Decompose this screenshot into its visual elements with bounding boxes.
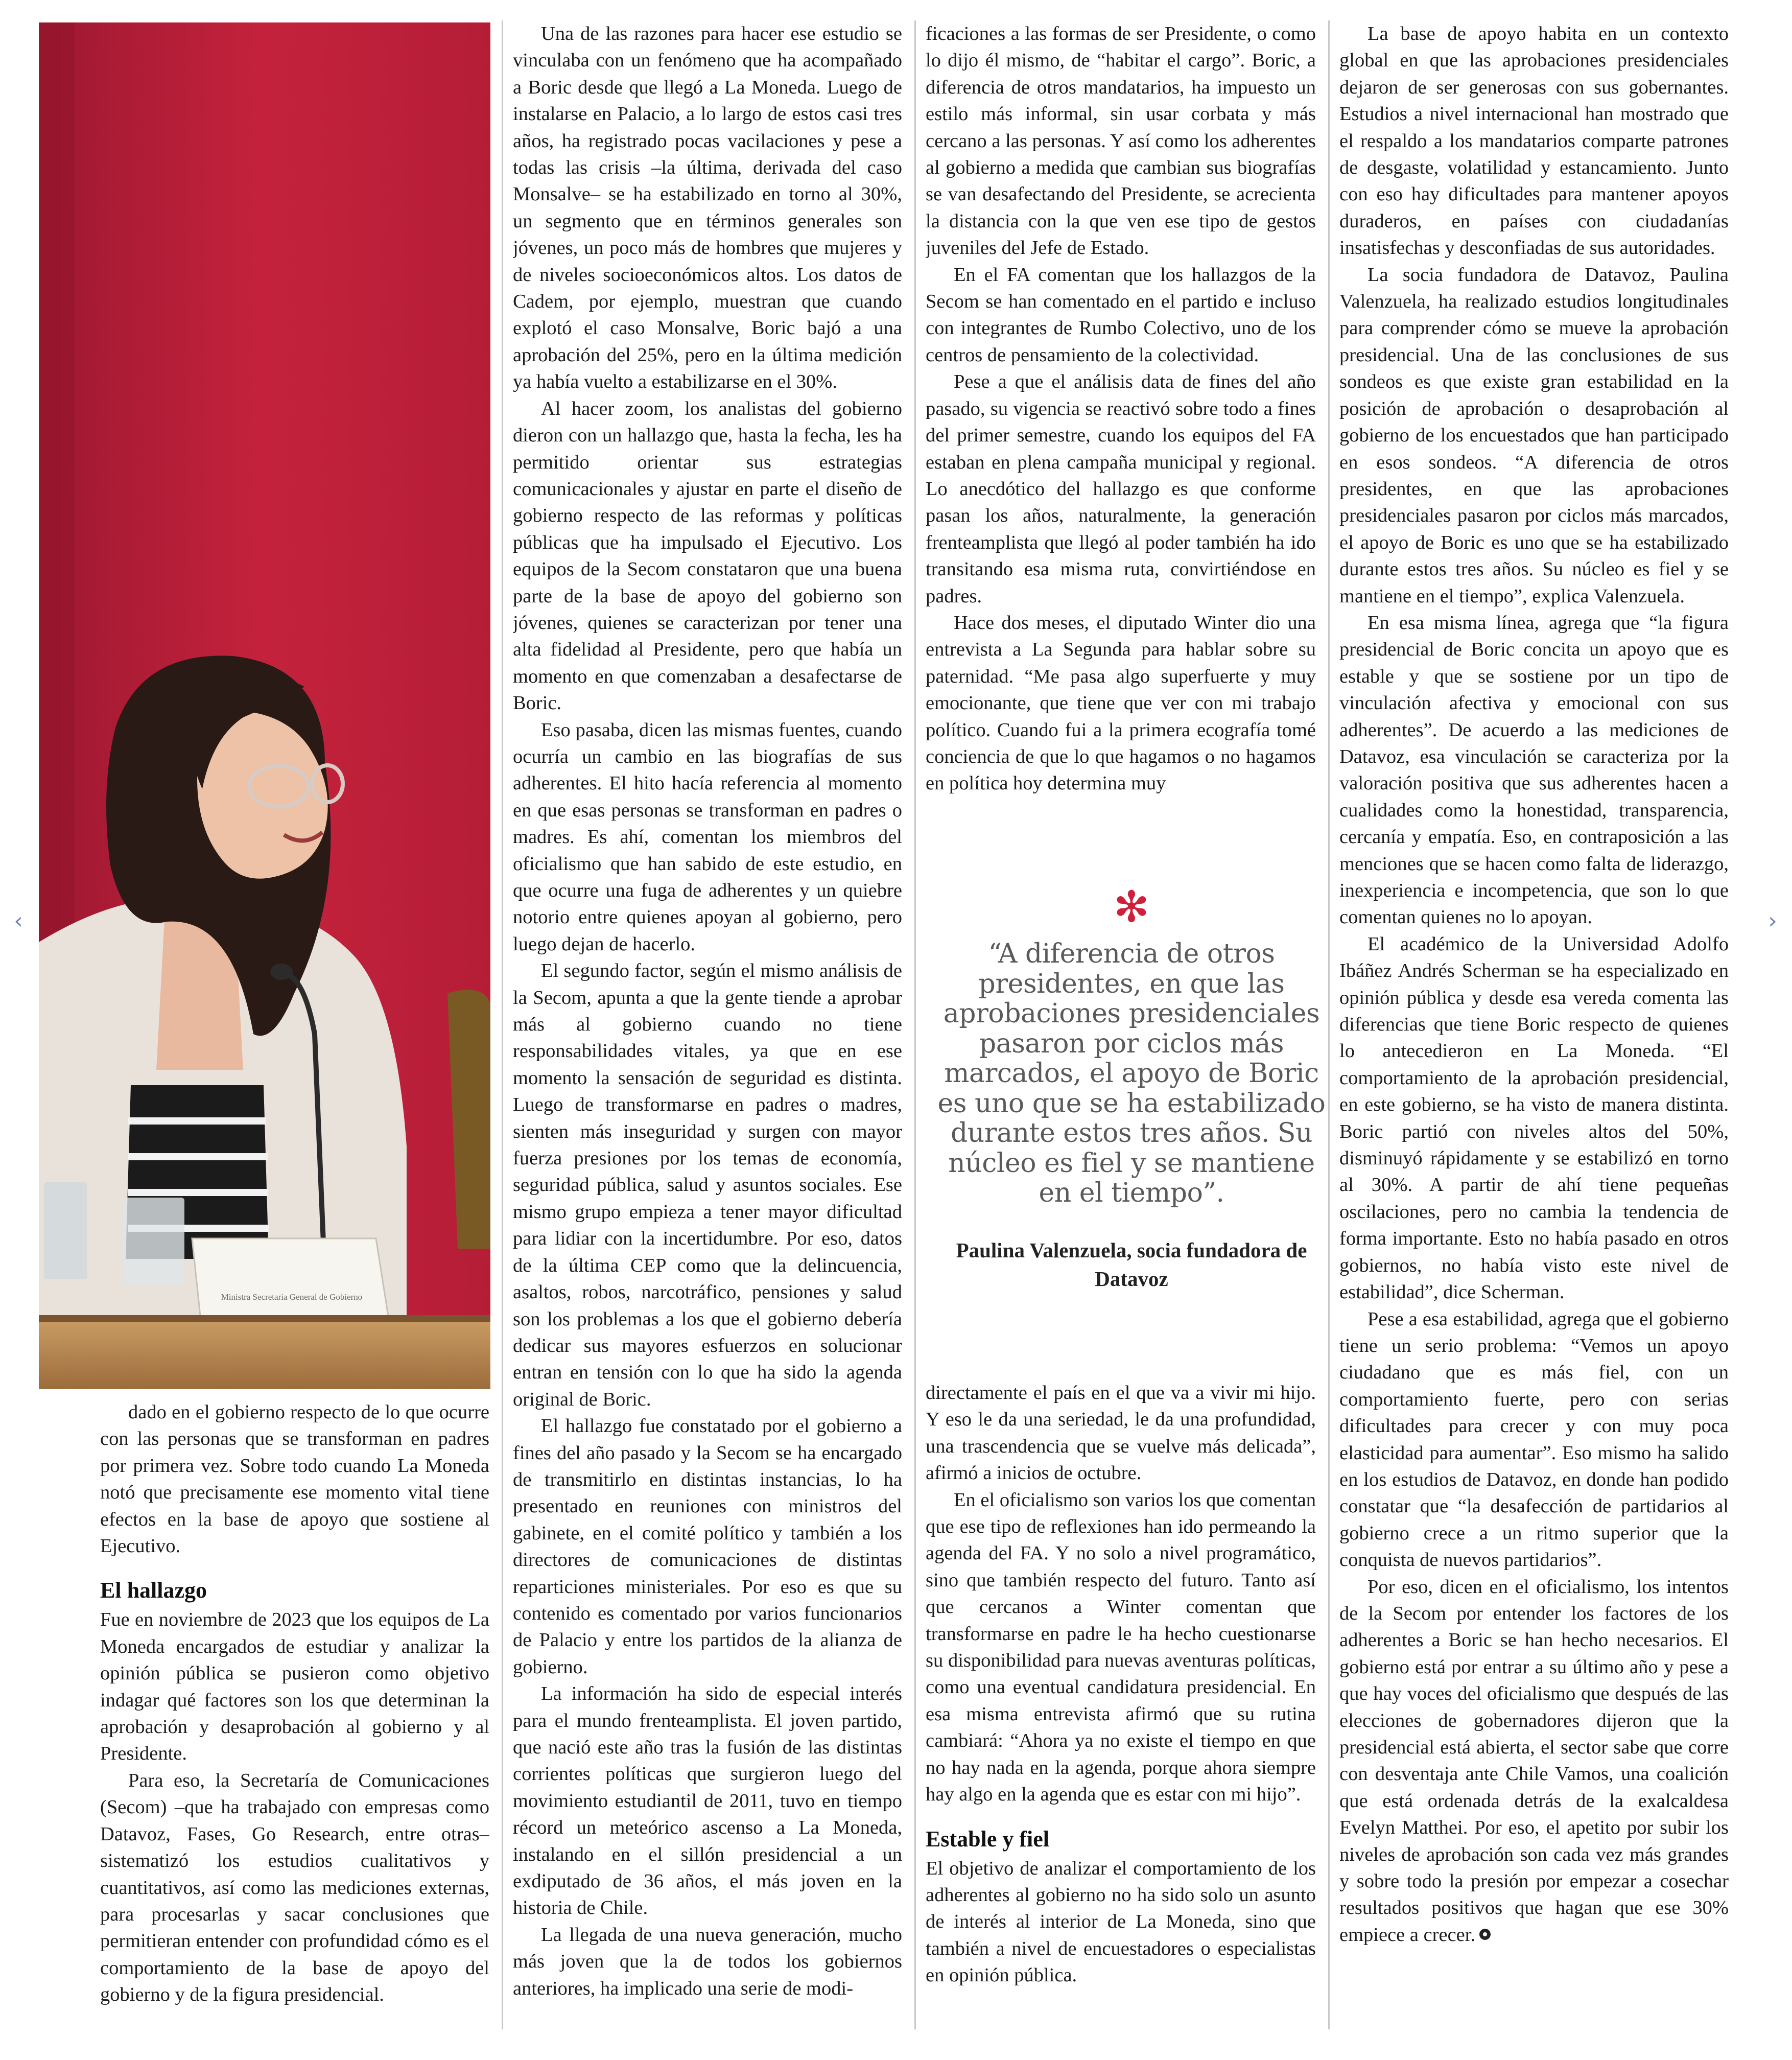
column-4 [1339, 20, 1729, 2029]
paragraph: Eso pasaba, dicen las mismas fuentes, cuando ocurría un cambio en las biografías de sus adherentes. El hito hacía referencia al momento en que esas personas se transforman en padres o madres. Es ahí, comentan los miembros del oficialismo que han sabido de este estudio, en que ocurre una fuga de adherentes y un quiebre notorio entre quienes apoyan al gobierno, pero luego dejan de hacerlo. [513, 719, 902, 955]
paragraph: El segundo factor, según el mismo análisis de la Secom, apunta a que la gente tiende a aprobar más al gobierno cuando no tiene responsabilidades vitales, ya que en ese momento la sensación de seguridad es distinta. Luego de transformarse en padres o madres, sienten más inseguridad y surgen con mayor fuerza presiones por los temas de economía, seguridad pública, salud y asuntos sociales. Ese mismo grupo empieza a tener mayor dificultad para lidiar con la incertidumbre. Por eso, datos de la última CEP como que la delincuencia, asaltos, robos, narcotráfico, pensiones y salud son los problemas a los que el gobierno debería dedicar sus mayores esfuerzos en solucionar entran en tensión con lo que ha sido la agenda original de Boric. [513, 960, 902, 1410]
paragraph: La base de apoyo habita en un contexto global en que las aprobaciones presidenciales dejaron de ser generosas con sus gobernantes. Estudios a nivel internacional han mostrado que el respaldo a los mandatarios comparte patrones de desgaste, volatilidad y estancamiento. Junto con eso hay dificultades para mantener apoyos duraderos, en países con ciudadanías insatisfechas y desconfiadas de sus autoridades. [1339, 23, 1729, 259]
paragraph: La socia fundadora de Datavoz, Paulina Valenzuela, ha realizado estudios longitudinales para comprender cómo se mueve la aprobación presidencial. Una de las conclusiones de sus sondeos es que existe gran estabilidad en la posición de aprobación o desaprobación al gobierno de los encuestados que han participado en esos sondeos. “A diferencia de otros presidentes, en que las aprobaciones presidenciales pasaron por ciclos más marcados, el apoyo de Boric es uno que se ha estabilizado durante estos tres años. Su núcleo es fiel y se mantiene en el tiempo”, explica Valenzuela. [1339, 264, 1729, 607]
paragraph-text: Por eso, dicen en el oficialismo, los intentos de la Secom por entender los factores de los adherentes a Boric se han hecho necesarios. El gobierno está por entrar a su último año y pese a que hay voces del oficialismo que después de las elecciones de gobernadores dijeron que la presidencial está abierta, el sector sabe que corre con desventaja ante Chile Vamos, una coalición que está ordenada detrás de la exalcaldesa Evelyn Matthei. Por eso, el apetito por subir los niveles de aprobación son cada vez más grandes y sobre todo la presión por empezar a cosechar resultados positivos que hagan que ese 30% empiece a crecer. [1339, 1576, 1729, 1946]
paragraph: Al hacer zoom, los analistas del gobierno dieron con un hallazgo que, hasta la fecha, les ha permitido orientar sus estrategias comunicacionales y ajustar en parte el diseño de gobierno respecto de las reformas y políticas públicas que ha impulsado el Ejecutivo. Los equipos de la Secom constataron que una buena parte de la base de apoyo del gobierno son jóvenes, quienes se caracterizan por tener una alta fidelidad al Presidente, pero que había un momento en que comenzaban a desafectarse de Boric. [513, 397, 902, 714]
paragraph: Pese a esa estabilidad, agrega que el gobierno tiene un serio problema: “Vemos un apoyo ciudadano que es más fiel, con un comportamiento fuerte, pero con serias dificultades para crecer y con muy poca elasticidad para aumentar”. Eso mismo ha salido en los estudios de Datavoz, en donde han podido constatar que “la desafección de partidarios al gobierno crece a un ritmo superior que la conquista de nuevos partidarios”. [1339, 1308, 1729, 1571]
paragraph: En el oficialismo son varios los que comentan que ese tipo de reflexiones han ido permeando la agenda del FA. Y no solo a nivel programático, sino que también respecto del futuro. Tanto así que cercanos a Winter comentan que transformarse en padre le ha hecho cuestionarse su disponibilidad para nuevas aventuras políticas, como una eventual candidatura presidencial. En esa misma entrevista afirmó que su rutina cambiará: “Ahora ya no existe el tiempo en que no hay nada en la agenda, porque ahora siempre hay algo en la agenda que es estar con mi hijo”. [926, 1489, 1316, 1806]
section-heading: Estable y fiel [926, 1826, 1049, 1852]
paragraph [1339, 1574, 1729, 1949]
pull-quote-author: Paulina Valenzuela, socia fundadora de Datavoz [956, 1238, 1307, 1291]
paragraph: En el FA comentan que los hallazgos de la Secom se han comentado en el partido e incluso con integrantes de Rumbo Colectivo, uno de los centros de pensamiento de la colectividad. [926, 264, 1316, 366]
pull-quote-text: “A diferencia de otros presidentes, en que las aprobaciones presidenciales pasaron por ciclos más marcados, el apoyo de Boric es uno que se ha estabilizado durante estos tres años. Su núcleo es fiel y se mantiene en el tiempo”. [937, 939, 1326, 1208]
paragraph: En esa misma línea, agrega que “la figura presidencial de Boric concita un apoyo que es estable y que se sostiene por un tipo de vinculación afectiva y emocional con sus adherentes”. De acuerdo a las mediciones de Datavoz, esa vinculación se caracteriza por la valoración positiva que sus adherentes hacen a cualidades como la honestidad, transparencia, cercanía y empatía. Eso, en contraposición a las menciones que se hacen como falta de liderazgo, inexperiencia e incompetencia, que son lo que comentan quienes no lo apoyan. [1339, 612, 1729, 928]
section-heading: El hallazgo [100, 1578, 207, 1603]
paragraph: Fue en noviembre de 2023 que los equipos de La Moneda encargados de estudiar y analizar la opinión pública se pusieron como objetivo indagar qué factores son los que determinan la aprobación y desaprobación al gobierno y al Presidente. [100, 1609, 489, 1765]
end-of-article-icon [1479, 1929, 1491, 1940]
paragraph: Pese a que el análisis data de fines del año pasado, su vigencia se reactivó sobre todo a fines del primer semestre, cuando los equipos del FA estaban en plena campaña municipal y regional. Lo anecdótico del hallazgo es que conforme pasan los años, naturalmente, la generación frenteamplista que llegó al poder también ha ido transitando esa misma ruta, convirtiéndose en padres. [926, 371, 1316, 607]
column-rule [502, 20, 503, 2029]
column-rule [914, 20, 916, 2029]
nameplate-text: Ministra Secretaria General de Gobierno [221, 1292, 363, 1302]
column-3-top [926, 20, 1316, 858]
paragraph: directamente el país en el que va a vivir mi hijo. Y eso le da una seriedad, le da una profundidad, una trascendencia que se vuelve más delicada”, afirmó a inicios de octubre. [926, 1382, 1316, 1484]
asterisk-icon: ✻ [1113, 882, 1150, 932]
paragraph: El hallazgo fue constatado por el gobierno a fines del año pasado y la Secom se ha encargado de transmitirlo en distintas instancias, lo ha presentado en reuniones con ministros del gabinete, en el comité político y también a los directores de comunicaciones de distintas reparticiones ministeriales. Por eso es que su contenido es comentado por varios funcionarios de Palacio y entre los partidos de la alianza de gobierno. [513, 1415, 902, 1678]
paragraph: El académico de la Universidad Adolfo Ibáñez Andrés Scherman se ha especializado en opinión pública y desde esa vereda comenta las diferencias que tiene Boric respecto de quienes lo antecedieron en La Moneda. “El comportamiento de la aprobación presidencial, en este gobierno, se ha visto de manera distinta. Boric partió con niveles altos del 50%, disminuyó rápidamente y se estabilizó en torno al 30%. A partir de ahí tiene pequeñas oscilaciones, pero no cambia la tendencia de forma importante. Esto no había pasado en otros gobiernos, no había visto este nivel de estabilidad”, dice Scherman. [1339, 933, 1729, 1303]
paragraph: ficaciones a las formas de ser Presidente, o como lo dijo él mismo, de “habitar el cargo”. Boric, a diferencia de otros mandatarios, ha impuesto un estilo más informal, sin usar corbata y más cercano a las personas. Y así como los adherentes al gobierno a medida que cambian sus biografías se van desafectando del Presidente, se acrecienta la distancia con la que ven ese tipo de gestos juveniles del Jefe de Estado. [926, 23, 1316, 259]
column-1 [100, 1399, 489, 2029]
paragraph: Para eso, la Secretaría de Comunicaciones (Secom) –que ha trabajado con empresas como Datavoz, Fases, Go Research, entre otras– sistematizó los estudios cualitativos y cuantitativos, así como las mediciones externas, para procesarlas y sacar conclusiones que permitieran entender con profundidad cómo es el comportamiento de la base de apoyo del gobierno y de la figura presidencial. [100, 1769, 489, 2006]
prev-page-icon[interactable]: ‹ [14, 908, 23, 934]
paragraph: La llegada de una nueva generación, mucho más joven que la de todos los gobiernos anteriores, ha implicado una serie de modi- [513, 1924, 902, 1999]
column-3-bottom [926, 1379, 1316, 2029]
next-page-icon[interactable]: › [1768, 908, 1777, 934]
paragraph: Hace dos meses, el diputado Winter dio una entrevista a La Segunda para hablar sobre su paternidad. “Me pasa algo superfuerte y muy emocionante, que tiene que ver con mi trabajo político. Cuando fui a la primera ecografía tomé conciencia de que lo que hagamos o no hagamos en política hoy determina muy [926, 612, 1316, 794]
paragraph: dado en el gobierno respecto de lo que ocurre con las personas que se transforman en padres por primera vez. Sobre todo cuando La Moneda notó que precisamente ese momento vital tiene efectos en la base de apoyo que sostiene al Ejecutivo. [100, 1401, 489, 1557]
pull-quote [930, 884, 1333, 1369]
paragraph: El objetivo de analizar el comportamiento de los adherentes al gobierno no ha sido solo un asunto de interés al interior de La Moneda, sino que también a nivel de encuestadores o especialistas en opinión pública. [926, 1857, 1316, 1986]
column-2 [513, 20, 902, 2029]
paragraph: La información ha sido de especial interés para el mundo frenteamplista. El joven partido, que nació este año tras la fusión de las distintas corrientes políticas que surgieron luego del movimiento estudiantil de 2011, tuvo en tiempo récord un meteórico ascenso a La Moneda, instalando en el sillón presidencial a un exdiputado de 36 años, el más joven en la historia de Chile. [513, 1683, 902, 1919]
article-photo [39, 22, 490, 1389]
paragraph: Una de las razones para hacer ese estudio se vinculaba con un fenómeno que ha acompañado a Boric desde que llegó a La Moneda. Luego de instalarse en Palacio, a lo largo de estos casi tres años, ha registrado pocas vacilaciones y pese a todas las crisis –la última, derivada del caso Monsalve– se ha estabilizado en torno al 30%, un segmento que en términos generales son jóvenes, un poco más de hombres que mujeres y de niveles socioeconómicos altos. Los datos de Cadem, por ejemplo, muestran que cuando explotó el caso Monsalve, Boric bajó a una aprobación del 25%, pero en la última medición ya había vuelto a estabilizarse en el 30%. [513, 23, 902, 393]
